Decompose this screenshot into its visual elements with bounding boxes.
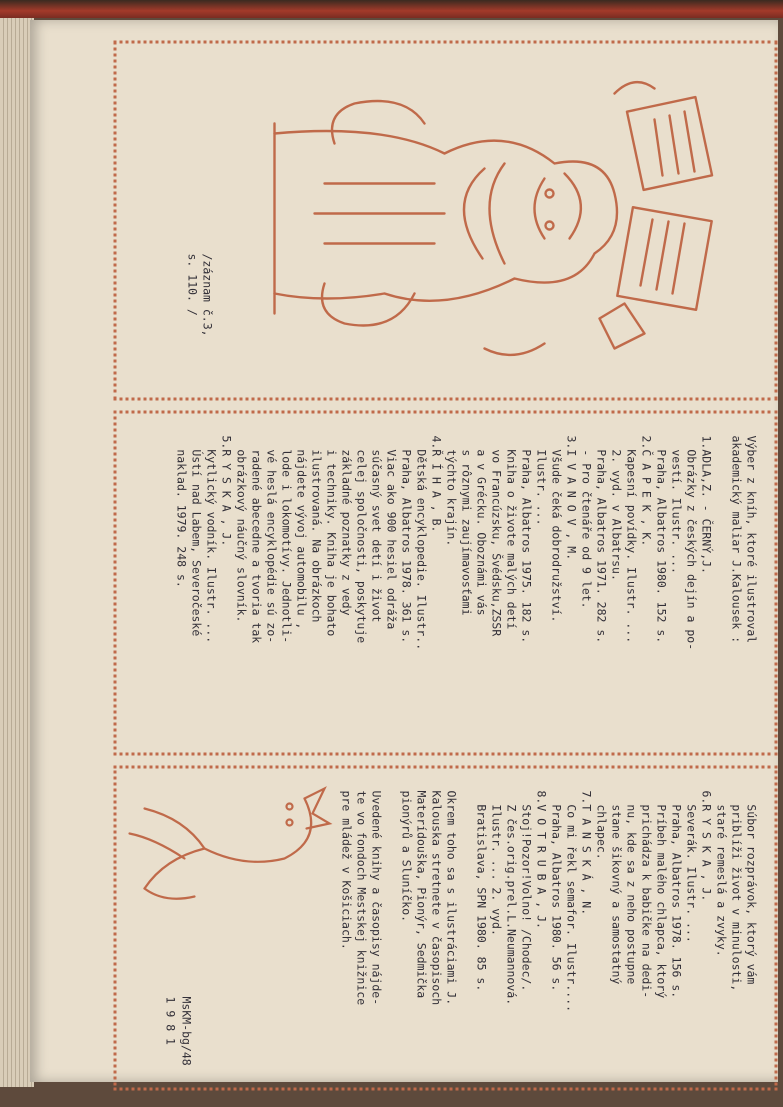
book-list-right-text [338, 790, 758, 1012]
left-text-line: obrázkový náučný slovník. [234, 435, 248, 622]
right-text-line: Z čes.orig.prel.L.Neumannová. [504, 790, 518, 1005]
signature-code: MsKM-bg/48 [179, 996, 193, 1066]
right-text-line: Materídouška, Pionýr, Sedmička [414, 790, 428, 998]
left-text-line: naklad. 1979. 248 s. [174, 435, 188, 588]
caption-line-1: /záznam č.3, [200, 253, 214, 337]
right-text-line: te vo fondoch Mestskej knižnice [354, 790, 368, 1005]
left-text-line: súčasný svet detí i život [369, 435, 383, 622]
right-text-line: Co mi řekl semafor. Ilustr.... [564, 790, 578, 1012]
left-text-line: Kapesní povídky. Ilustr. ... [624, 435, 638, 643]
left-text-line: Dětská encyklopedie. Ilustr.. [414, 435, 428, 650]
left-text-line: Praha, Albatros 1971. 282 s. [594, 435, 608, 643]
left-text-line: a v Grécku. Oboznámi vás [474, 435, 488, 616]
right-text-line: staré remeslá a zvyky. [714, 790, 728, 957]
left-text-line: Všude čeká dobrodružství. [549, 435, 563, 622]
right-text-line [458, 790, 473, 1012]
left-text-line: 2. vyd. v Albatrsu. [609, 435, 623, 581]
book-list-panel-left [113, 410, 777, 755]
rotated-leaflet [30, 20, 783, 1107]
signature [162, 996, 194, 1065]
left-text-line: Praha, Albatros 1978. 361 s. [399, 435, 413, 643]
left-text-line: - Pro čtenáře od 9 let. [579, 435, 593, 609]
right-text-line: Uvedené knihy a časopisy nájde- [369, 790, 383, 1005]
right-text-line: Stoj!Pozor!Volno! /Chodec/. [519, 790, 533, 991]
right-text-line: chlapec. [594, 790, 608, 860]
book-spine-edge [0, 0, 783, 18]
right-text-line: prichádza k babičke na dedi- [639, 790, 653, 998]
right-text-line [383, 790, 398, 1012]
left-text-line: lode i lokomotívy. Jednotli- [279, 435, 293, 643]
right-text-line: Praha, Albatros 1978. 156 s. [669, 790, 683, 998]
left-text-line: Praha, Albatros 1975. 182 s. [519, 435, 533, 643]
left-text-line: 3.I V A N O V , M. [564, 435, 578, 560]
right-text-line: Ilustr. ... 2. vyd. [489, 790, 503, 936]
left-text-line: Ústí nad Labem, Severočeské [189, 435, 203, 636]
book-list-left-text [173, 435, 758, 650]
left-text-line: ilustrovaná. Na obrázkoch [309, 435, 323, 622]
cover-panel [113, 40, 777, 400]
caption-line-2: s. 110. / [185, 253, 199, 316]
left-text-line: vestí. Ilustr. ... [669, 435, 683, 574]
right-text-line: nu, kde sa z neho postupne [624, 790, 638, 984]
right-text-line: pre mládež v Košiciach. [339, 790, 353, 950]
right-text-line: Severák. Ilustr. ... [684, 790, 698, 943]
left-text-line: i techniky. Kniha je bohato [324, 435, 338, 636]
right-text-line: Bratislava, SPN 1980. 85 s. [474, 790, 488, 991]
left-text-line: celej spoločnosti, poskytuje [354, 435, 368, 643]
left-text-line: Obrázky z českých dejín a po- [684, 435, 698, 650]
book-list-panel-right [113, 765, 777, 1090]
left-text-line: týchto krajín. [444, 435, 458, 546]
left-text-line: 1.ADLA,Z. - ČERNÝ,J. [699, 435, 713, 574]
illustrator-drawing [224, 63, 744, 363]
right-text-line: 7.T A N S K Á , N. [579, 790, 593, 915]
leaflet-page [30, 20, 778, 1082]
left-text-line [713, 435, 728, 650]
left-text-line: Viac ako 900 hesiel odráža [384, 435, 398, 629]
left-text-line: Kniha o živote malých detí [504, 435, 518, 629]
right-text-line: stane šikovný a samostatný [609, 790, 623, 984]
left-text-line: Praha, Albatros 1980. 152 s. [654, 435, 668, 643]
right-text-line: priblíži život v minulosti, [729, 790, 743, 991]
left-text-line: radené abecedne a tvoria tak [249, 435, 263, 643]
right-text-line: 8.V O T R U B A , J. [534, 790, 548, 929]
right-text-line: Súbor rozprávok, ktorý vám [744, 790, 758, 984]
left-text-line: Ilustr. ... [534, 435, 548, 526]
left-text-line: vo Francúzsku, Švédsku,ZSSR [489, 435, 503, 636]
left-text-line: s rôznymi zaujímavosťami [459, 435, 473, 616]
left-text-line: 2.Č A P E K , K. [639, 435, 653, 546]
left-text-line: akademický maliar J.Kalousek : [729, 435, 743, 643]
left-text-line: základné poznatky z vedy [339, 435, 353, 616]
right-text-line: Okrem toho sa s ilustráciami J. [444, 790, 458, 1005]
left-text-line: Kytlický vodník. Ilustr. ... [204, 435, 218, 643]
right-text-line: Príbeh malého chlapca, ktorý [654, 790, 668, 998]
cat-drawing [114, 778, 334, 908]
right-text-line: Praha, Albatros 1980. 56 s. [549, 790, 563, 991]
signature-year: 1 9 8 1 [163, 996, 177, 1045]
cover-caption [184, 253, 214, 336]
left-text-line: vé heslá encyklopédie sú zo- [264, 435, 278, 643]
right-text-line: pionýrů a Sluníčko. [399, 790, 413, 922]
left-text-line: Výber z kníh, ktoré ilustroval [744, 435, 758, 643]
left-text-line: nájdete vývoj automobilu , [294, 435, 308, 629]
left-text-line: 4.Ř Í H A , B. [429, 435, 443, 532]
right-text-line: Kalouska stretnete v časopisoch [429, 790, 443, 1005]
left-text-line: 5.R Y S K A , J. [219, 435, 233, 546]
page-edges [0, 18, 34, 1087]
right-text-line: 6.R Y S K A , J. [699, 790, 713, 901]
